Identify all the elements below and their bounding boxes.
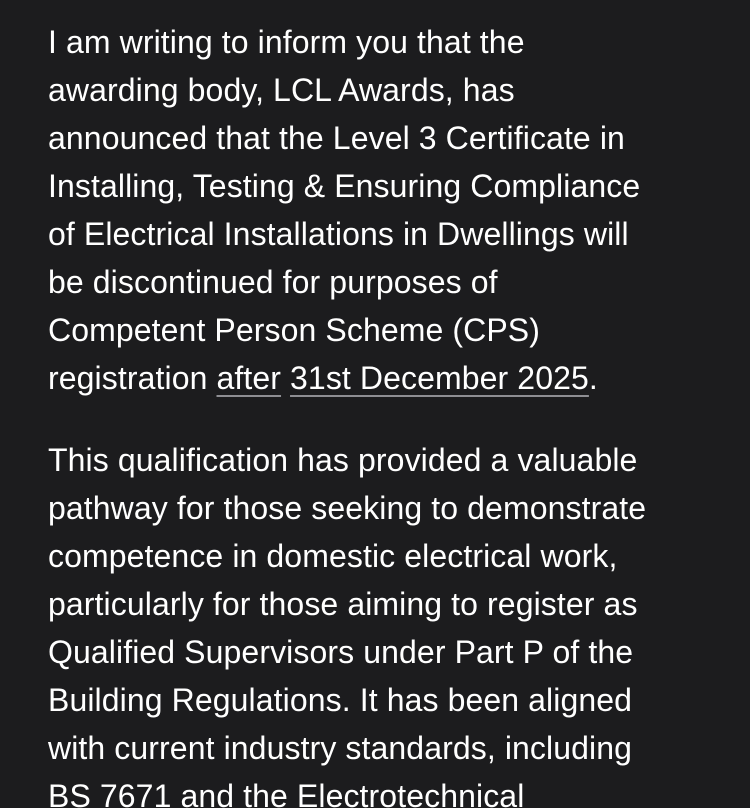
body-line: I am writing to inform you that the — [48, 24, 525, 60]
body-text — [281, 360, 290, 396]
body-line: with current industry standards, including — [48, 730, 633, 766]
paragraph-spacer — [48, 402, 706, 436]
body-line: announced that the Level 3 Certificate in — [48, 120, 625, 156]
date-link-deadline[interactable]: 31st December 2025 — [290, 360, 589, 396]
paragraph-2 — [48, 436, 706, 808]
body-text: . — [588, 360, 598, 396]
body-line: particularly for those aiming to register as — [48, 586, 638, 622]
body-line-with-date — [48, 354, 706, 402]
body-line: pathway for those seeking to demonstrate — [48, 490, 647, 526]
clipped-previous-line — [48, 0, 706, 18]
body-line: be discontinued for purposes of — [48, 264, 498, 300]
body-line: awarding body, LCL Awards, has — [48, 72, 515, 108]
body-line: of Electrical Installations in Dwellings will — [48, 216, 629, 252]
body-line: BS 7671 and the Electrotechnical — [48, 778, 525, 808]
date-link-after[interactable]: after — [216, 360, 282, 396]
body-line: Building Regulations. It has been aligned — [48, 682, 633, 718]
body-text: registration — [48, 360, 217, 396]
body-line: Installing, Testing & Ensuring Compliance — [48, 168, 641, 204]
body-line: This qualification has provided a valuable — [48, 442, 638, 478]
body-line: Qualified Supervisors under Part P of the — [48, 634, 634, 670]
body-line: competence in domestic electrical work, — [48, 538, 618, 574]
body-line: Competent Person Scheme (CPS) — [48, 312, 540, 348]
paragraph-1 — [48, 18, 706, 402]
email-body — [48, 0, 706, 808]
